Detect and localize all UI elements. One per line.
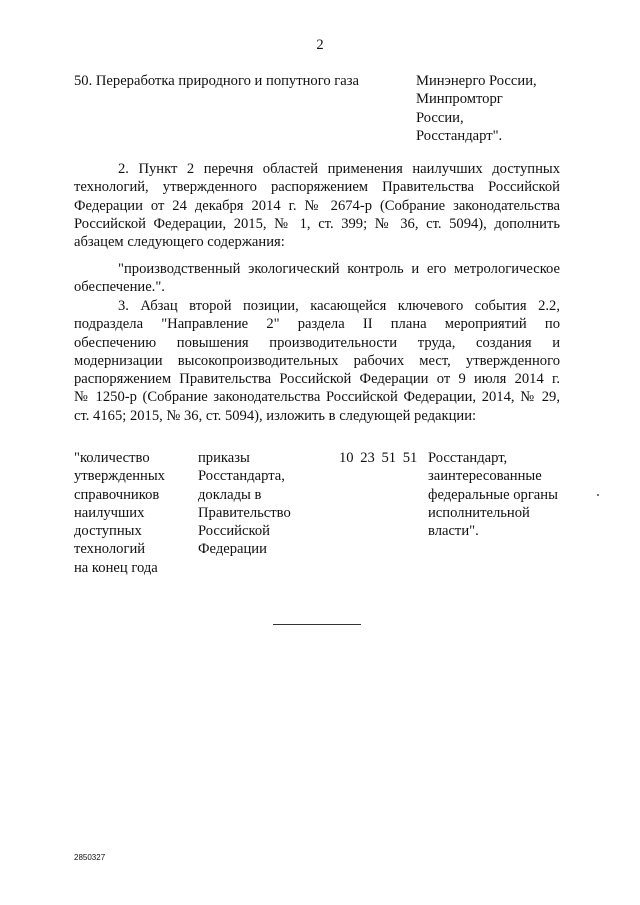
- cell-line: Правительство: [198, 504, 291, 521]
- table-cell-documents: [198, 449, 291, 559]
- paragraph-2: [74, 160, 560, 251]
- agency-line: Минпромторг: [416, 91, 503, 108]
- quote-line: "производственный экологический контроль и его метрологическое: [118, 261, 560, 277]
- paragraph-line: технологий, утвержденного распоряжением Правительства Российской: [74, 179, 560, 196]
- item-50-title: 50. Переработка природного и попутного газа: [74, 73, 359, 89]
- page-number: 2: [316, 37, 324, 53]
- item-50-agencies: [416, 72, 537, 145]
- agency-line: Минэнерго России,: [416, 73, 537, 89]
- table-cell-responsible: [428, 449, 558, 540]
- cell-line: на конец года: [74, 559, 158, 576]
- paragraph-line: обеспечению повышения производительности труда, создания и: [74, 334, 560, 351]
- paragraph-line: Федерации от 24 декабря 2014 г. № 2674-р (Собрание законодательства: [74, 197, 560, 214]
- cell-line: федеральные органы: [428, 486, 558, 503]
- paragraph-line: подраздела "Направление 2" раздела II плана мероприятий по: [74, 316, 560, 333]
- cell-line: власти".: [428, 523, 479, 540]
- cell-line: наилучших: [74, 504, 145, 521]
- cell-line: Российской: [198, 523, 270, 540]
- paragraph-line: 2. Пункт 2 перечня областей применения наилучших доступных: [118, 161, 560, 177]
- paragraph-line: 3. Абзац второй позиции, касающейся ключевого события 2.2,: [118, 298, 560, 314]
- quote-block: [74, 260, 560, 297]
- cell-line: "количество: [74, 450, 150, 466]
- agency-line: Росстандарт".: [416, 127, 503, 144]
- agency-line: России,: [416, 109, 464, 126]
- cell-line: доклады в: [198, 486, 262, 503]
- cell-line: Росстандарт,: [428, 450, 508, 466]
- cell-line: исполнительной: [428, 504, 530, 521]
- table-cell-indicator: [74, 449, 165, 577]
- table-cell-values: 10 23 51 51: [339, 450, 418, 466]
- cell-line: утвержденных: [74, 468, 165, 485]
- paragraph-line: Российской Федерации, 2015, № 1, ст. 399; № 36, ст. 5094), дополнить: [74, 215, 560, 232]
- paragraph-line: распоряжением Правительства Российской Федерации от 9 июля 2014 г.: [74, 371, 560, 388]
- section-divider: [273, 624, 361, 625]
- cell-line: справочников: [74, 486, 160, 503]
- cell-line: доступных: [74, 523, 142, 540]
- cell-line: Росстандарта,: [198, 468, 285, 485]
- paragraph-line: № 1250-р (Собрание законодательства Российской Федерации, 2014, № 29,: [74, 389, 560, 406]
- cell-line: технологий: [74, 541, 146, 558]
- paragraph-line: модернизации высокопроизводительных рабочих мест, утвержденного: [74, 352, 560, 369]
- scan-speck: [597, 494, 599, 496]
- quote-line: обеспечение.".: [74, 279, 165, 296]
- cell-line: приказы: [198, 450, 250, 466]
- cell-line: Федерации: [198, 541, 267, 558]
- paragraph-line: ст. 4165; 2015, № 36, ст. 5094), изложить в следующей редакции:: [74, 407, 477, 424]
- paragraph-3: [74, 297, 560, 425]
- cell-line: заинтересованные: [428, 468, 542, 485]
- footer-code: 2850327: [74, 853, 106, 862]
- paragraph-line: абзацем следующего содержания:: [74, 234, 285, 251]
